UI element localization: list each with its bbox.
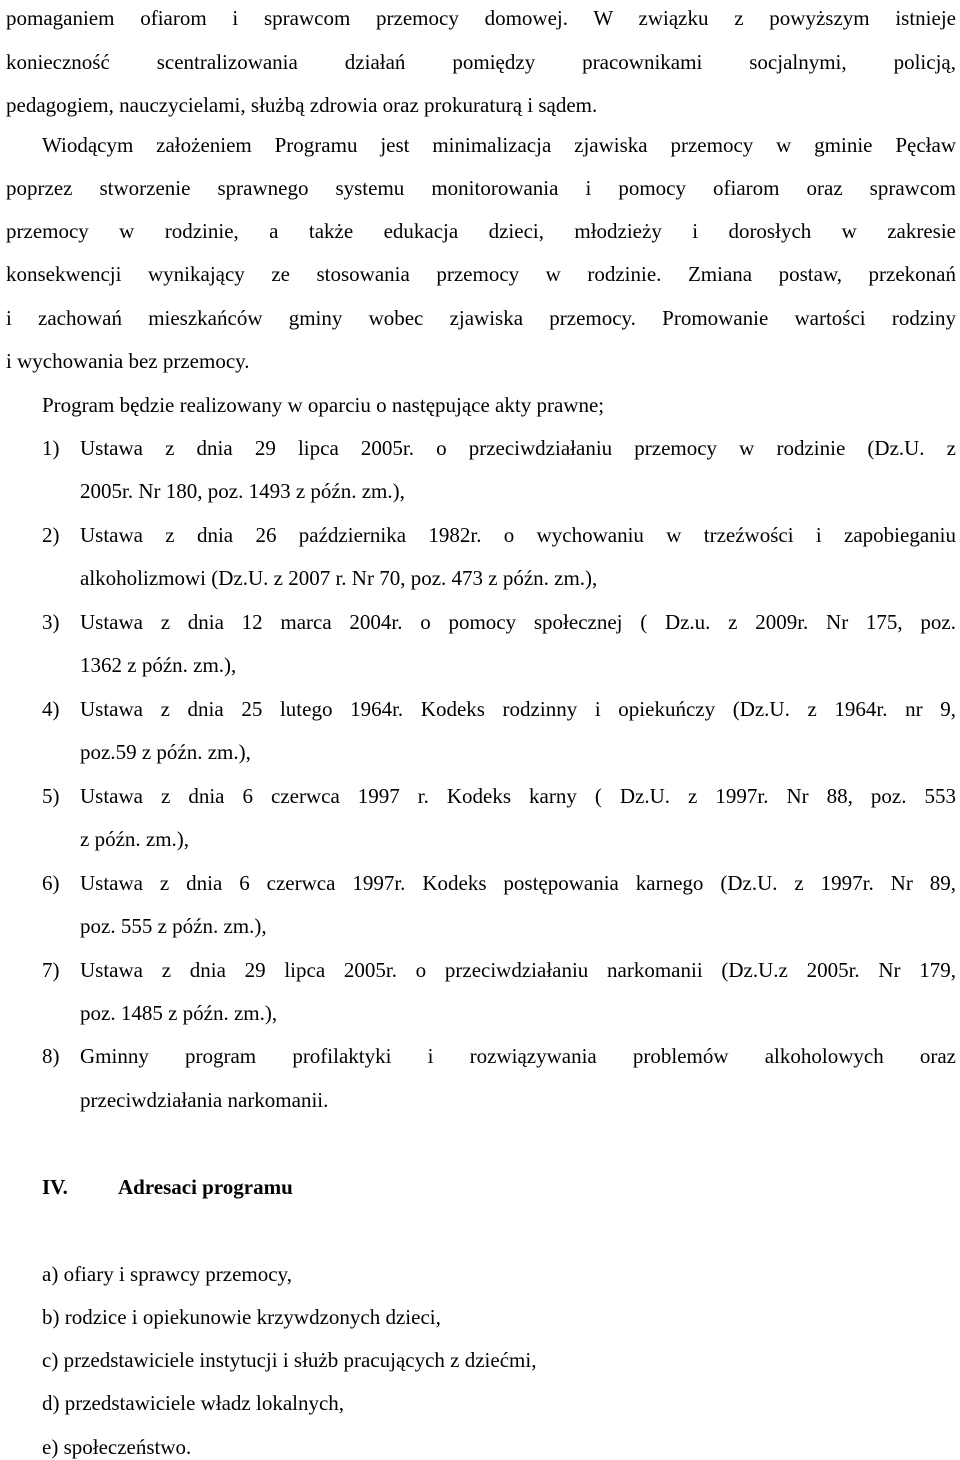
list-item-number: 8) bbox=[42, 1044, 60, 1068]
list-item-number: 5) bbox=[42, 784, 60, 808]
list-item-text: przeciwdziałania narkomanii. bbox=[80, 1088, 329, 1112]
audience-item: b) rodzice i opiekunowie krzywdzonych dzieci, bbox=[42, 1305, 441, 1329]
section-number: IV. bbox=[42, 1175, 68, 1199]
legal-intro: Program będzie realizowany w oparciu o następujące akty prawne; bbox=[42, 393, 605, 417]
list-item-number: 6) bbox=[42, 871, 60, 895]
intro-line: pedagogiem, nauczycielami, służbą zdrowia oraz prokuraturą i sądem. bbox=[6, 93, 598, 117]
list-item-text: poz. 1485 z późn. zm.), bbox=[80, 1001, 278, 1025]
list-item-number: 2) bbox=[42, 523, 60, 547]
list-item-text: Gminny program profilaktyki i rozwiązywania problemów alkoholowych oraz bbox=[80, 1044, 956, 1068]
list-item-text: alkoholizmowi (Dz.U. z 2007 r. Nr 70, poz. 473 z późn. zm.), bbox=[80, 566, 598, 590]
list-item-text: Ustawa z dnia 25 lutego 1964r. Kodeks rodzinny i opiekuńczy (Dz.U. z 1964r. nr 9, bbox=[80, 697, 956, 721]
audience-item: c) przedstawiciele instytucji i służb pracujących z dziećmi, bbox=[42, 1348, 537, 1372]
paragraph-line: i wychowania bez przemocy. bbox=[6, 349, 250, 373]
paragraph-line: poprzez stworzenie sprawnego systemu monitorowania i pomocy ofiarom oraz sprawcom bbox=[6, 176, 956, 200]
list-item-text: poz. 555 z późn. zm.), bbox=[80, 914, 267, 938]
intro-line: pomaganiem ofiarom i sprawcom przemocy domowej. W związku z powyższym istnieje bbox=[6, 6, 956, 30]
audience-item: d) przedstawiciele władz lokalnych, bbox=[42, 1391, 345, 1415]
section-title: Adresaci programu bbox=[118, 1175, 293, 1199]
list-item-number: 7) bbox=[42, 958, 60, 982]
paragraph-line: i zachowań mieszkańców gminy wobec zjawiska przemocy. Promowanie wartości rodziny bbox=[6, 306, 956, 330]
list-item-text: Ustawa z dnia 12 marca 2004r. o pomocy społecznej ( Dz.u. z 2009r. Nr 175, poz. bbox=[80, 610, 956, 634]
list-item-text: Ustawa z dnia 26 października 1982r. o wychowaniu w trzeźwości i zapobieganiu bbox=[80, 523, 956, 547]
audience-item: e) społeczeństwo. bbox=[42, 1435, 192, 1459]
list-item-text: Ustawa z dnia 29 lipca 2005r. o przeciwdziałaniu narkomanii (Dz.U.z 2005r. Nr 179, bbox=[80, 958, 956, 982]
list-item-number: 1) bbox=[42, 436, 60, 460]
list-item-text: Ustawa z dnia 6 czerwca 1997r. Kodeks postępowania karnego (Dz.U. z 1997r. Nr 89, bbox=[80, 871, 956, 895]
list-item-text: Ustawa z dnia 29 lipca 2005r. o przeciwdziałaniu przemocy w rodzinie (Dz.U. z bbox=[80, 436, 956, 460]
audience-item: a) ofiary i sprawcy przemocy, bbox=[42, 1262, 292, 1286]
list-item-text: 2005r. Nr 180, poz. 1493 z późn. zm.), bbox=[80, 479, 405, 503]
list-item-number: 3) bbox=[42, 610, 60, 634]
list-item-text: 1362 z późn. zm.), bbox=[80, 653, 237, 677]
list-item-number: 4) bbox=[42, 697, 60, 721]
intro-line: konieczność scentralizowania działań pomiędzy pracownikami socjalnymi, policją, bbox=[6, 50, 956, 74]
list-item-text: z późn. zm.), bbox=[80, 827, 190, 851]
paragraph-line: Wiodącym założeniem Programu jest minimalizacja zjawiska przemocy w gminie Pęcław bbox=[42, 133, 956, 157]
list-item-text: Ustawa z dnia 6 czerwca 1997 r. Kodeks karny ( Dz.U. z 1997r. Nr 88, poz. 553 bbox=[80, 784, 956, 808]
paragraph-line: przemocy w rodzinie, a także edukacja dzieci, młodzieży i dorosłych w zakresie bbox=[6, 219, 956, 243]
list-item-text: poz.59 z późn. zm.), bbox=[80, 740, 251, 764]
paragraph-line: konsekwencji wynikający ze stosowania przemocy w rodzinie. Zmiana postaw, przekonań bbox=[6, 262, 956, 286]
